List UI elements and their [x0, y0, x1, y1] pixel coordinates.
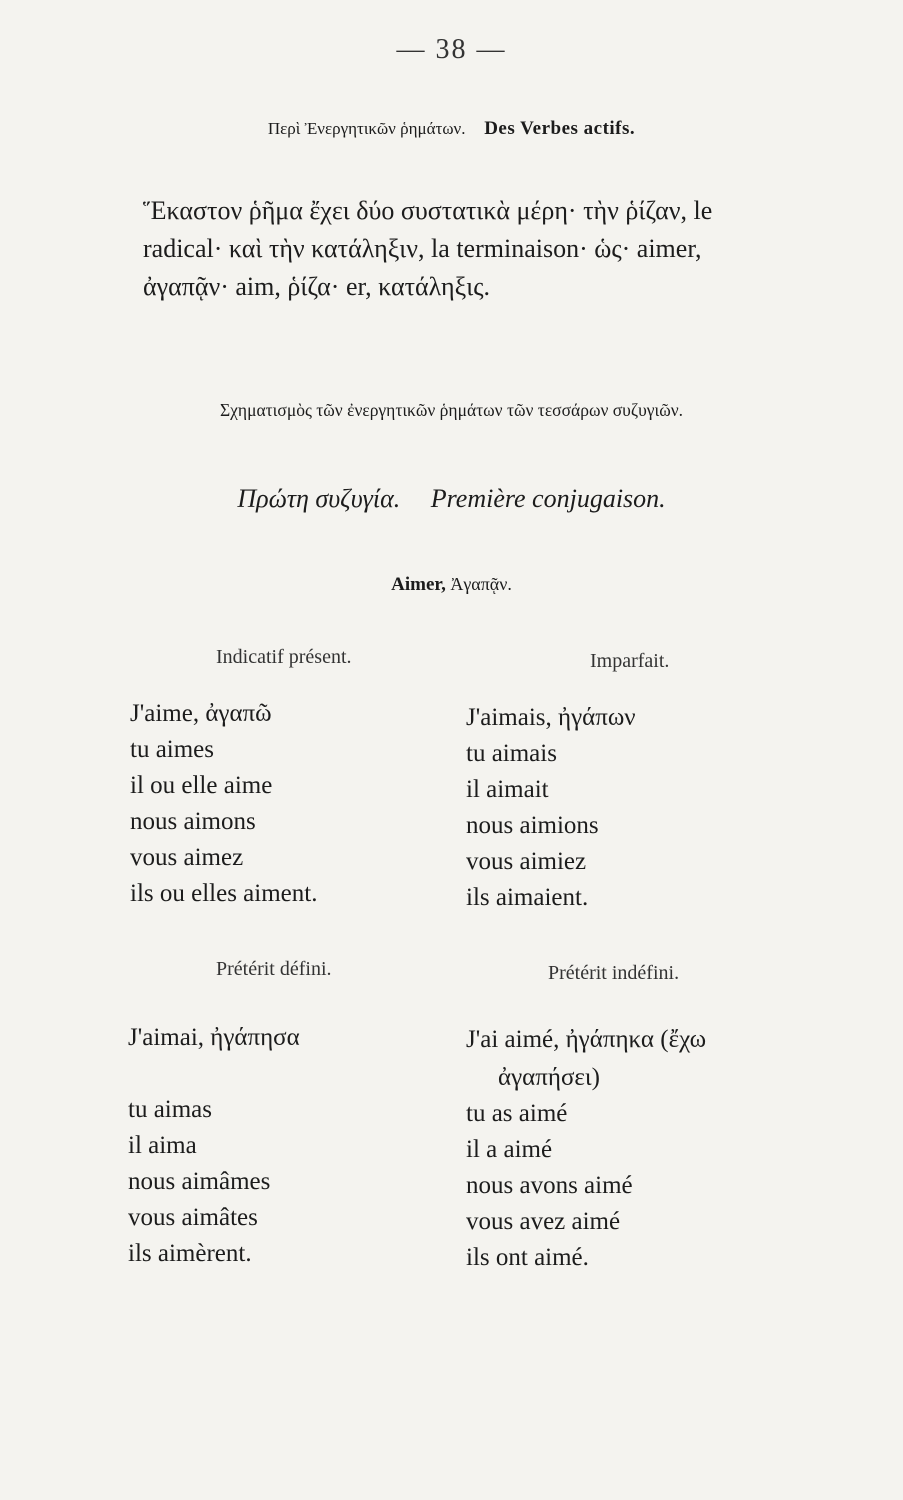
verb-form: vous aimez: [130, 844, 244, 871]
verb-form: il a aimé: [466, 1136, 553, 1163]
verb-form: nous aimâmes: [128, 1168, 271, 1195]
heading-greek: Περὶ Ἐνεργητικῶν ῥημάτων.: [267, 119, 466, 138]
verb-form: tu as aimé: [466, 1100, 568, 1127]
conjugation-title: [0, 484, 903, 514]
verb-form: tu aimas: [128, 1096, 213, 1123]
verb-form: il ou elle aime: [130, 772, 273, 799]
verb-form: nous avons aimé: [466, 1172, 633, 1199]
verb-form: ἀγαπήσει): [498, 1064, 600, 1091]
intro-line-1: Ἕκαστον ῥῆμα ἔχει δύο συστατικὰ μέρη· τὴν ῥίζαν, le: [143, 196, 713, 225]
tense-label: Imparfait.: [590, 650, 670, 672]
conjugation-greek: Πρώτη συζυγία.: [237, 484, 401, 513]
verb-form: nous aimons: [130, 808, 256, 835]
verb-form: nous aimions: [466, 812, 599, 839]
intro-line-3: ἀγαπᾷν· aim, ῥίζα· er, κατάληξις.: [143, 272, 491, 301]
verb-form: vous aimiez: [466, 848, 587, 875]
verb-form: vous aimâtes: [128, 1204, 258, 1231]
verb-greek: Ἀγαπᾷν.: [450, 574, 512, 594]
verb-form: tu aimais: [466, 740, 557, 767]
verb-form: ils aimaient.: [466, 884, 589, 911]
section-heading: [0, 118, 903, 140]
verb-form: il aimait: [466, 776, 549, 803]
verb-form: tu aimes: [130, 736, 215, 763]
page-number: — 38 —: [396, 34, 507, 65]
conjugation-french: Première conjugaison.: [430, 484, 666, 513]
verb-form: ils ont aimé.: [466, 1244, 589, 1271]
intro-line-2: radical· καὶ τὴν κατάληξιν, la terminaison· ὡς· aimer,: [143, 234, 702, 263]
tense-label: Prétérit défini.: [216, 958, 332, 980]
tense-label: Indicatif présent.: [216, 646, 352, 668]
schematismos-heading: Σχηματισμὸς τῶν ἐνεργητικῶν ῥημάτων τῶν τεσσάρων συζυγιῶν.: [219, 400, 684, 420]
verb-french: Aimer,: [391, 574, 446, 595]
verb-form: vous avez aimé: [466, 1208, 621, 1235]
verb-form: J'aime, ἀγαπῶ: [130, 700, 272, 727]
heading-french: Des Verbes actifs.: [484, 118, 636, 139]
verb-form: ils ou elles aiment.: [130, 880, 318, 907]
verb-form: ils aimèrent.: [128, 1240, 252, 1267]
tense-label: Prétérit indéfini.: [548, 962, 680, 984]
verb-form: il aima: [128, 1132, 197, 1159]
verb-title: [0, 574, 903, 596]
verb-form: J'ai aimé, ἠγάπηκα (ἔχω: [466, 1026, 707, 1053]
verb-form: J'aimai, ἠγάπησα: [128, 1024, 300, 1051]
verb-form: J'aimais, ἠγάπων: [466, 704, 636, 731]
